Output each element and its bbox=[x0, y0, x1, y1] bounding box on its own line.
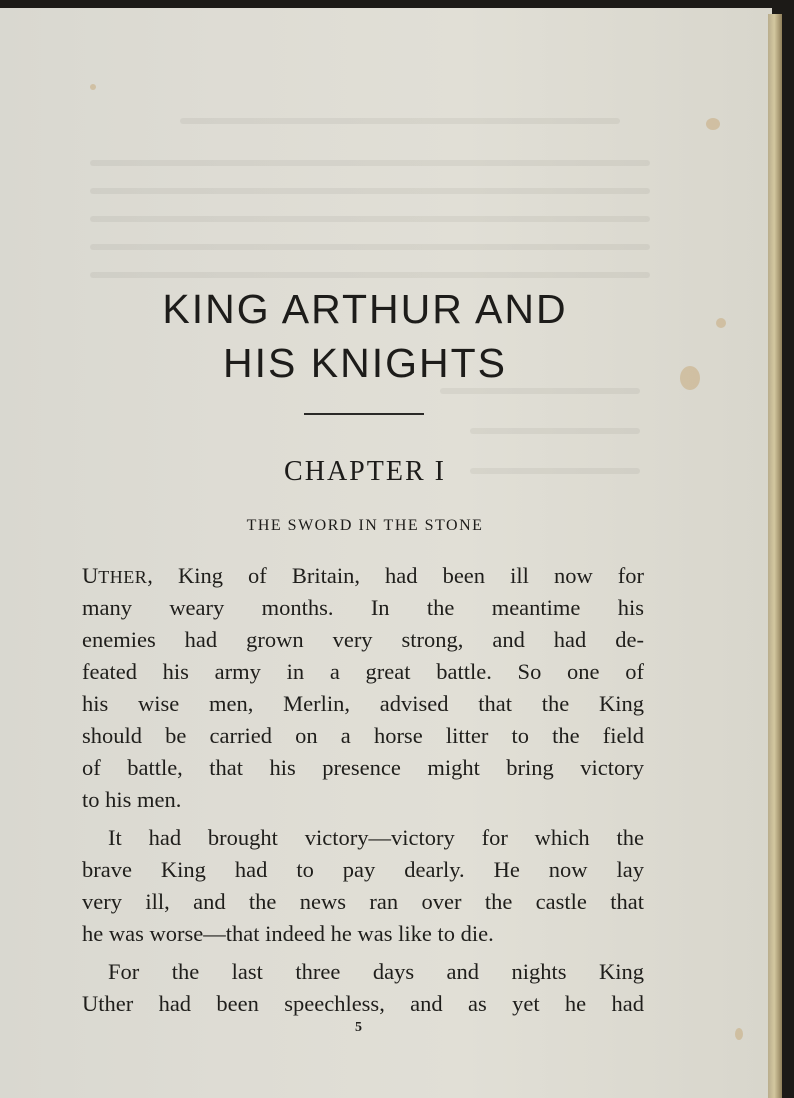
title-divider bbox=[304, 413, 424, 415]
text-line: feated his army in a great battle. So one of bbox=[82, 659, 644, 684]
book-page bbox=[0, 8, 772, 1098]
page-edges bbox=[768, 14, 782, 1098]
text-line: he was worse—that indeed he was like to die. bbox=[82, 921, 494, 946]
show-through-text bbox=[90, 188, 650, 194]
text-line: very ill, and the news ran over the castle that bbox=[82, 889, 644, 914]
show-through-text bbox=[90, 216, 650, 222]
text-line: many weary months. In the meantime his bbox=[82, 595, 644, 620]
foxing-spot bbox=[90, 84, 96, 90]
text-line: of battle, that his presence might bring victory bbox=[82, 755, 644, 780]
show-through-text bbox=[90, 160, 650, 166]
page-number: 5 bbox=[355, 1020, 362, 1035]
show-through-text bbox=[90, 244, 650, 250]
book-title-line-2: HIS KNIGHTS bbox=[223, 340, 507, 386]
book-title-line-1: KING ARTHUR AND bbox=[162, 286, 568, 332]
text-line: UTHER, King of Britain, had been ill now for bbox=[82, 563, 644, 588]
text-line: should be carried on a horse litter to the field bbox=[82, 723, 644, 748]
text-line: to his men. bbox=[82, 787, 182, 812]
foxing-spot bbox=[706, 118, 720, 130]
chapter-heading: CHAPTER I bbox=[284, 456, 446, 487]
small-caps-opening: UTHER bbox=[82, 563, 148, 588]
text-line: enemies had grown very strong, and had de- bbox=[82, 627, 644, 652]
show-through-text bbox=[470, 428, 640, 434]
chapter-title: THE SWORD IN THE STONE bbox=[246, 517, 484, 534]
show-through-text bbox=[90, 272, 650, 278]
text-line: brave King had to pay dearly. He now lay bbox=[82, 857, 644, 882]
show-through-text bbox=[440, 388, 640, 394]
text-line: Uther had been speechless, and as yet he had bbox=[82, 991, 644, 1016]
foxing-spot bbox=[735, 1028, 743, 1040]
text-line: For the last three days and nights King bbox=[108, 959, 644, 984]
body-text bbox=[82, 560, 644, 1020]
show-through-text bbox=[180, 118, 620, 124]
text-line: his wise men, Merlin, advised that the King bbox=[82, 691, 644, 716]
text-line: It had brought victory—victory for which the bbox=[108, 825, 644, 850]
